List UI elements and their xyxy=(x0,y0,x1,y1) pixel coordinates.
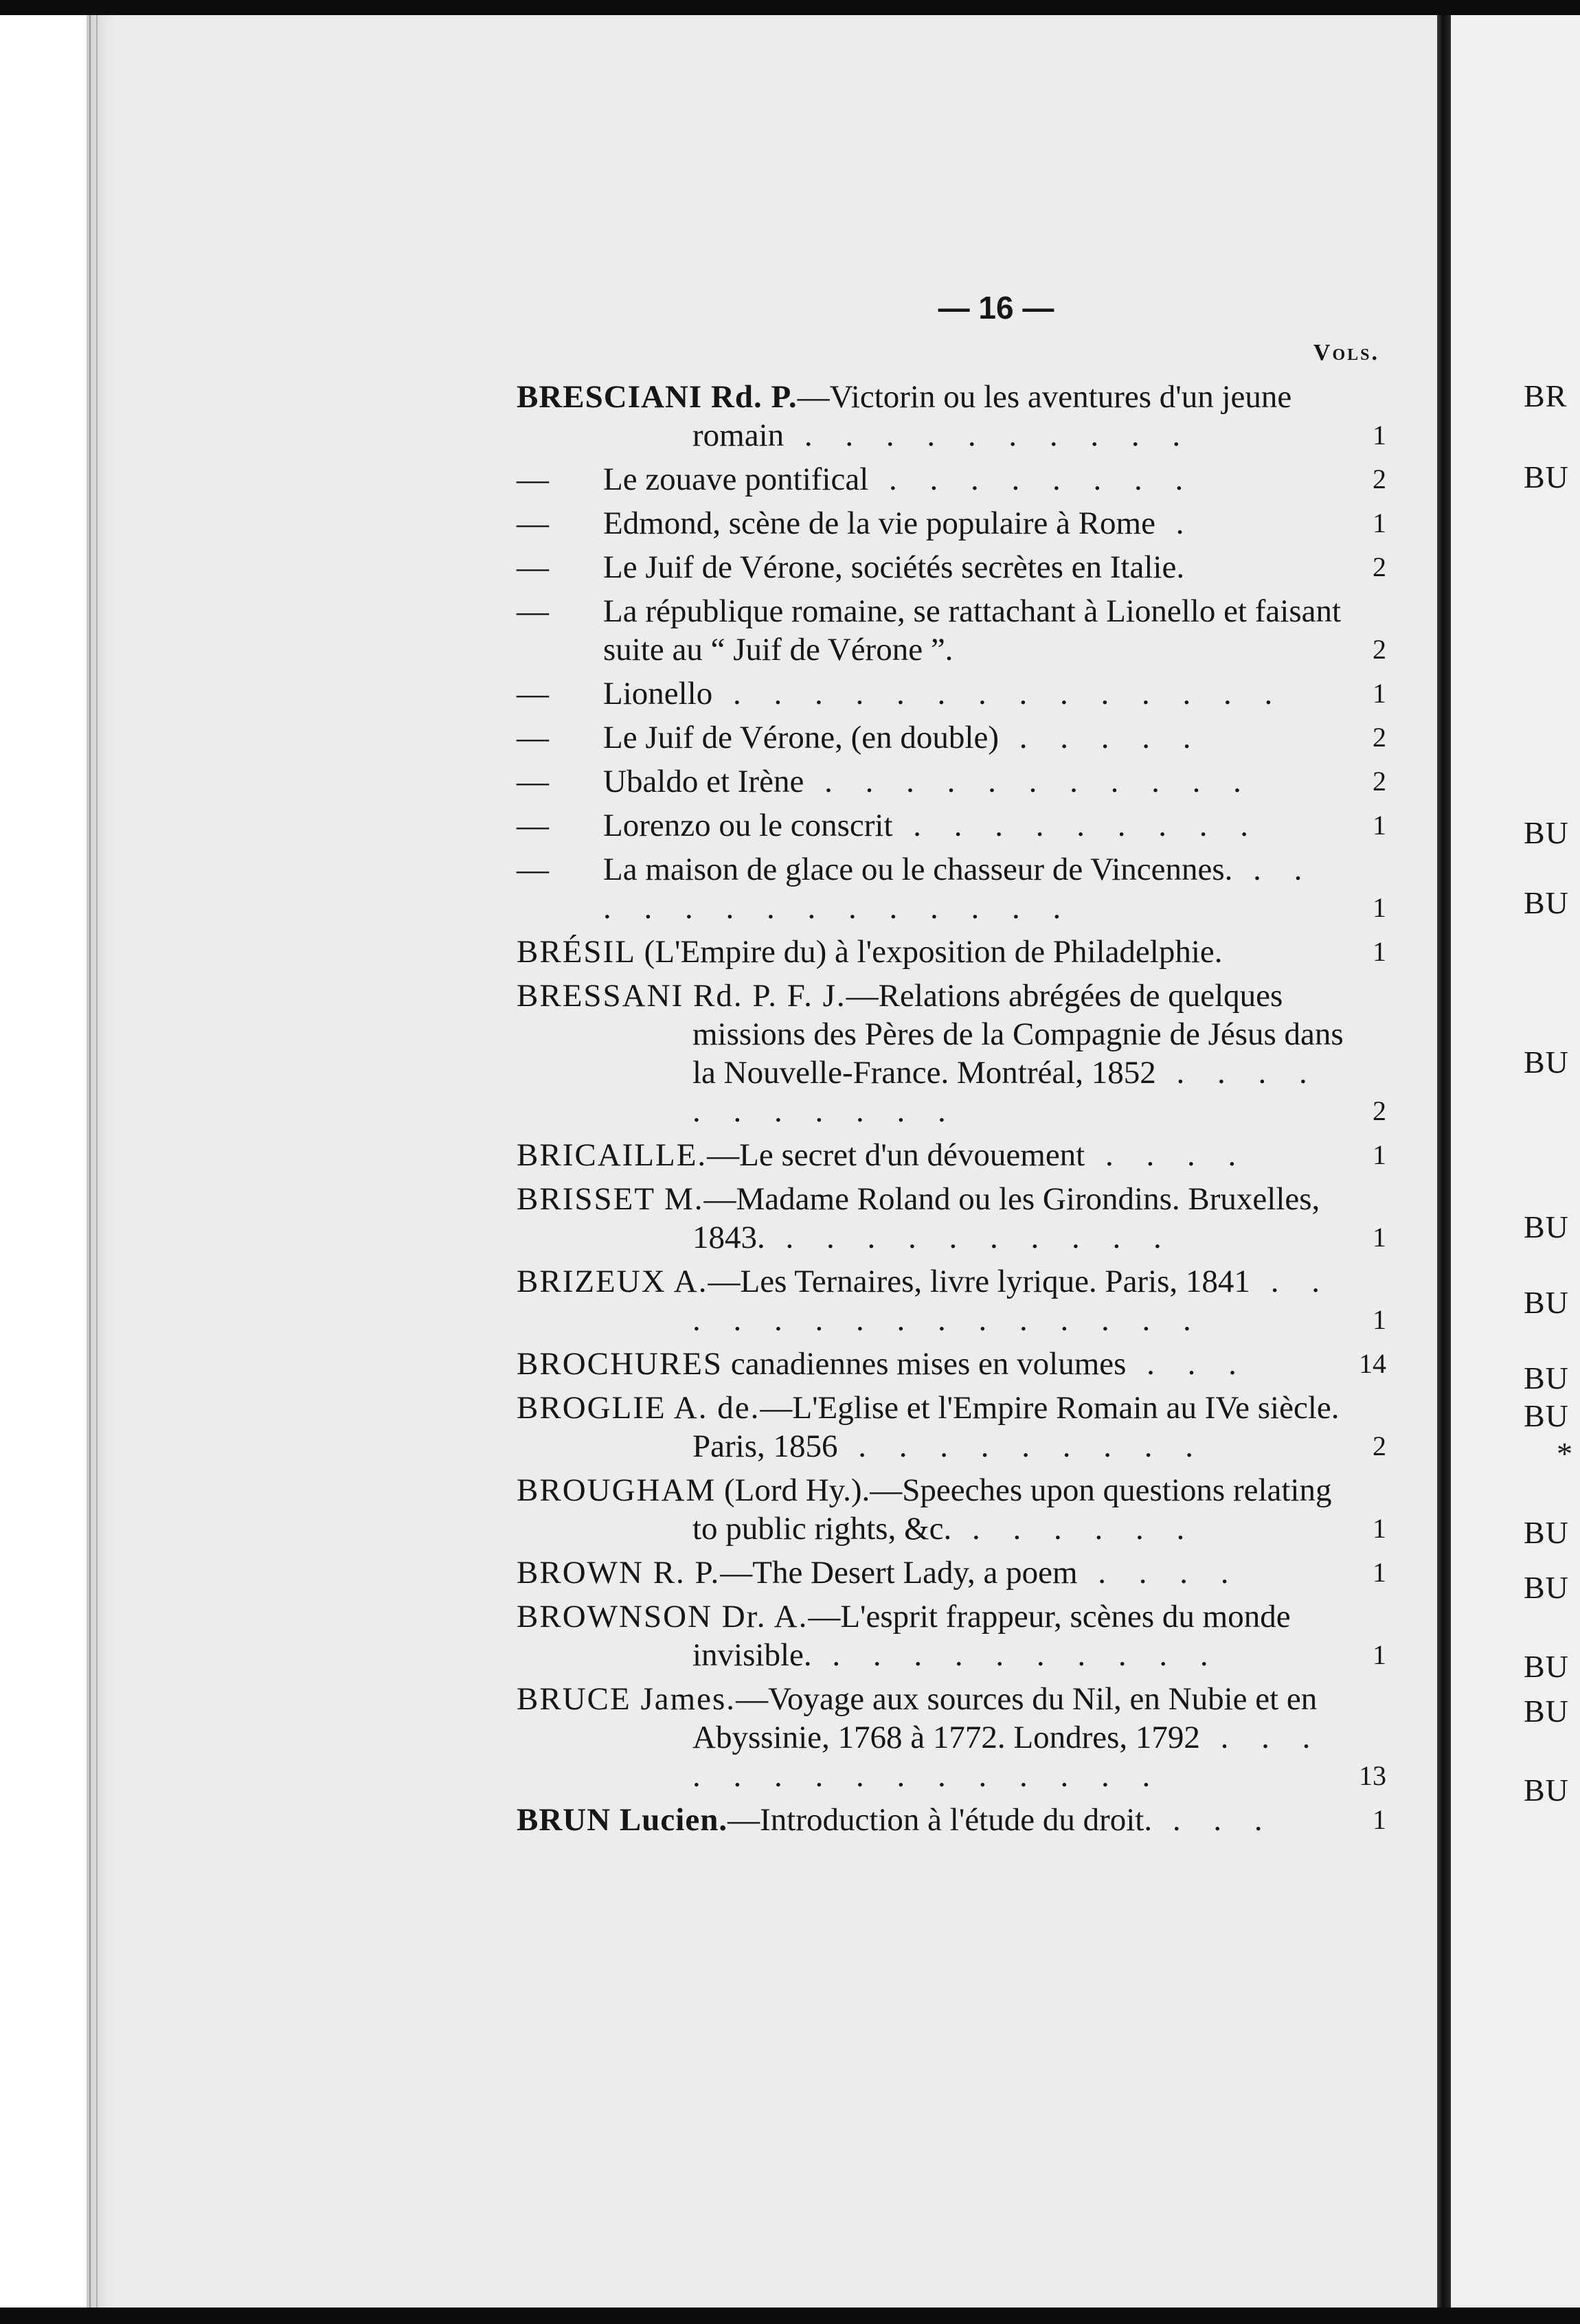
entry-body xyxy=(517,806,1359,845)
leader-dots: . . . . . . . . . . . xyxy=(692,1055,1320,1129)
entry-author: BRUCE James. xyxy=(517,1681,736,1717)
entry-text xyxy=(517,1553,1344,1592)
volume-count: 1 xyxy=(1373,1513,1386,1544)
catalog-page xyxy=(517,288,1386,1845)
entry-body xyxy=(517,1389,1359,1466)
entry-body xyxy=(517,1801,1359,1839)
catalog-subentry xyxy=(517,718,1386,757)
page-binding-edge xyxy=(87,15,117,2308)
entry-title: Edmond, scène de la vie populaire à Rome . xyxy=(603,505,1197,541)
catalog-entry xyxy=(517,378,1386,455)
leader-dots: . . . . . . . . . . . . . . . xyxy=(692,1264,1332,1338)
entry-author: BRESSANI Rd. P. F. J. xyxy=(517,978,846,1014)
leader-dots: . . . . . xyxy=(998,720,1204,755)
entry-title: Le Juif de Vérone, (en double) . . . . . xyxy=(603,720,1204,755)
catalog-entry xyxy=(517,977,1386,1130)
entry-title: La maison de glace ou le chasseur de Vincennes. . . . . . . . . . . . . . . xyxy=(603,852,1315,926)
entry-body xyxy=(517,718,1359,757)
entry-body xyxy=(517,850,1359,927)
catalog-entry xyxy=(517,1345,1386,1383)
leader-dots: . . . . . . . . . . . . . . . xyxy=(692,1720,1323,1794)
volume-count: 2 xyxy=(1373,464,1386,494)
volume-count: 1 xyxy=(1373,1557,1386,1588)
leader-dots: . . . . . . xyxy=(951,1511,1197,1547)
entry-author: BRESCIANI Rd. P. xyxy=(517,379,798,415)
catalog-entry xyxy=(517,1136,1386,1174)
volume-count: 2 xyxy=(1373,634,1386,665)
volume-count: 2 xyxy=(1373,722,1386,753)
entry-text xyxy=(517,1597,1344,1674)
entry-title: —L'Eglise et l'Empire Romain au IVe siècle. Paris, 1856 xyxy=(692,1390,1340,1464)
volume-count: 1 xyxy=(1373,1639,1386,1670)
entry-author: BRISSET M. xyxy=(517,1181,704,1217)
entry-body xyxy=(517,1345,1359,1383)
ditto-dash: — xyxy=(517,852,549,887)
catalog-subentry xyxy=(517,460,1386,499)
catalog-entry xyxy=(517,1262,1386,1339)
ditto-dash: — xyxy=(517,593,549,629)
facing-page-headword: BR xyxy=(1524,378,1568,413)
entry-author: BROCHURES xyxy=(517,1346,723,1382)
leader-dots: . . . xyxy=(1126,1346,1249,1382)
volume-count: 13 xyxy=(1359,1760,1386,1791)
entry-body xyxy=(517,1471,1359,1548)
catalog-entry xyxy=(517,1471,1386,1548)
ditto-dash: — xyxy=(517,808,549,843)
catalog-entry xyxy=(517,1180,1386,1257)
leader-dots: . . . . . . . . . . xyxy=(784,418,1193,453)
entry-title: Ubaldo et Irène . . . . . . . . . . . xyxy=(603,764,1254,799)
catalog-entry xyxy=(517,1553,1386,1592)
entry-author: BROWNSON Dr. A. xyxy=(517,1599,809,1634)
entry-author: BRÉSIL xyxy=(517,934,636,970)
entry-title: Le Juif de Vérone, sociétés secrètes en Italie. xyxy=(603,549,1185,585)
entry-list xyxy=(517,378,1386,1839)
entry-title: Lorenzo ou le conscrit . . . . . . . . . xyxy=(603,808,1261,843)
vols-column-header: Vols. xyxy=(1313,340,1379,365)
volume-count: 14 xyxy=(1359,1348,1386,1379)
page-number: — 16 — xyxy=(938,290,1054,326)
facing-page-headword: BU xyxy=(1524,1515,1569,1550)
leader-dots: . . . . . . . . xyxy=(868,462,1196,497)
entry-text xyxy=(517,1389,1344,1466)
entry-title: —Relations abrégées de quelques missions des Pères de la Compagnie de Jésus dans la Nouvelle-France. Montréal, 1852 xyxy=(692,978,1344,1091)
volume-count: 1 xyxy=(1373,1222,1386,1253)
facing-page-headword: BU xyxy=(1524,1209,1569,1244)
catalog-entry xyxy=(517,1801,1386,1839)
ditto-dash: — xyxy=(517,462,549,497)
volume-count: 1 xyxy=(1373,810,1386,841)
catalog-subentry xyxy=(517,806,1386,845)
entry-title: Le zouave pontifical . . . . . . . . xyxy=(603,462,1196,497)
facing-page-headword: BU xyxy=(1524,1773,1569,1808)
volume-count: 1 xyxy=(1373,678,1386,709)
volume-count: 2 xyxy=(1373,766,1386,797)
entry-title: —L'esprit frappeur, scènes du monde invisible. xyxy=(692,1599,1291,1673)
facing-page-headword: BU xyxy=(1524,1649,1569,1684)
facing-page-headword: BU xyxy=(1524,815,1569,850)
entry-author: BROGLIE A. de. xyxy=(517,1390,760,1426)
leader-dots: . . . xyxy=(1152,1802,1275,1838)
catalog-entry xyxy=(517,1597,1386,1674)
entry-author: BRICAILLE. xyxy=(517,1137,708,1173)
volume-count: 2 xyxy=(1373,1431,1386,1461)
facing-page-headword: BU xyxy=(1524,1694,1569,1729)
entry-title: Lionello . . . . . . . . . . . . . . xyxy=(603,676,1285,711)
ditto-dash: — xyxy=(517,764,549,799)
ditto-dash: — xyxy=(517,505,549,541)
entry-text xyxy=(517,1262,1344,1339)
entry-title: (L'Empire du) à l'exposition de Philadelphie. xyxy=(635,934,1223,970)
page-gutter xyxy=(1437,15,1451,2308)
entry-author: BRUN Lucien. xyxy=(517,1802,728,1838)
entry-text xyxy=(517,1180,1344,1257)
volume-count: 1 xyxy=(1373,1139,1386,1170)
leader-dots: . . . . . . . . . . . . . . xyxy=(712,676,1285,711)
entry-text xyxy=(517,1345,1344,1383)
entry-body xyxy=(517,504,1359,543)
entry-title: —The Desert Lady, a poem xyxy=(720,1555,1078,1591)
facing-page-headword: * xyxy=(1557,1436,1573,1471)
leader-dots: . . . . . . . . . xyxy=(892,808,1261,843)
leader-dots: . . . . xyxy=(1077,1555,1241,1591)
entry-body xyxy=(517,977,1359,1130)
volume-count: 1 xyxy=(1373,936,1386,967)
facing-page-headword: BU xyxy=(1524,1398,1569,1433)
facing-page-headword: BU xyxy=(1524,1360,1569,1395)
entry-author: BRIZEUX A. xyxy=(517,1264,708,1299)
leader-dots: . xyxy=(1155,505,1197,541)
entry-title: —Introduction à l'étude du droit. xyxy=(727,1802,1153,1838)
facing-page-headword: BU xyxy=(1524,1285,1569,1320)
entry-body xyxy=(517,548,1359,586)
leader-dots: . . . . xyxy=(1085,1137,1249,1173)
catalog-entry xyxy=(517,933,1386,971)
leader-dots: . . . . . . . . . . . . . . xyxy=(603,852,1315,926)
facing-page-headword: BU xyxy=(1524,459,1569,494)
scan-border-top xyxy=(0,0,1580,15)
volume-count: 1 xyxy=(1373,892,1386,923)
entry-title: —Le secret d'un dévouement xyxy=(707,1137,1085,1173)
entry-title: canadiennes mises en volumes xyxy=(723,1346,1127,1382)
entry-title: La république romaine, se rattachant à Lionello et faisant suite au “ Juif de Vérone ”. xyxy=(603,593,1342,668)
entry-title: (Lord Hy.).—Speeches upon questions relating to public rights, &c. xyxy=(692,1472,1332,1547)
catalog-entry xyxy=(517,1680,1386,1795)
entry-text xyxy=(517,1680,1344,1795)
catalog-entry xyxy=(517,1389,1386,1466)
entry-body xyxy=(517,1553,1359,1592)
volume-count: 1 xyxy=(1373,1804,1386,1835)
entry-title: —Victorin ou les aventures d'un jeune romain xyxy=(692,379,1292,453)
leader-dots: . . . . . . . . . . . xyxy=(804,764,1254,799)
entry-title: —Les Ternaires, livre lyrique. Paris, 1841 xyxy=(708,1264,1250,1299)
entry-text xyxy=(517,977,1344,1130)
facing-page-headword: BU xyxy=(1524,1045,1569,1080)
catalog-subentry xyxy=(517,674,1386,713)
entry-title: —Madame Roland ou les Girondins. Bruxelles, 1843. xyxy=(692,1181,1320,1255)
entry-body xyxy=(517,933,1359,971)
ditto-dash: — xyxy=(517,676,549,711)
entry-body xyxy=(517,674,1359,713)
entry-text xyxy=(517,1801,1344,1839)
volume-count: 1 xyxy=(1373,1304,1386,1335)
entry-body xyxy=(517,1262,1359,1339)
entry-title: —Voyage aux sources du Nil, en Nubie et en Abyssinie, 1768 à 1772. Londres, 1792 xyxy=(692,1681,1318,1755)
entry-body xyxy=(517,762,1359,801)
entry-body xyxy=(517,1136,1359,1174)
facing-page-headword: BU xyxy=(1524,1570,1569,1605)
facing-page-headword: BU xyxy=(1524,885,1569,920)
leader-dots: . . . . . . . . . . xyxy=(765,1220,1174,1255)
entry-author: BROWN R. P. xyxy=(517,1555,721,1591)
catalog-subentry xyxy=(517,504,1386,543)
entry-text xyxy=(517,933,1344,971)
catalog-subentry xyxy=(517,762,1386,801)
catalog-subentry xyxy=(517,850,1386,927)
facing-page xyxy=(1451,15,1580,2308)
entry-body xyxy=(517,1597,1359,1674)
entry-text xyxy=(517,378,1344,455)
leader-dots: . . . . . . . . . . xyxy=(811,1637,1221,1673)
catalog-subentry xyxy=(517,548,1386,586)
entry-author: BROUGHAM xyxy=(517,1472,716,1508)
entry-text xyxy=(517,1136,1344,1174)
entry-body xyxy=(517,1180,1359,1257)
volume-count: 2 xyxy=(1373,1095,1386,1126)
catalog-subentry xyxy=(517,592,1386,669)
leader-dots: . . . . . . . . . xyxy=(837,1428,1206,1464)
entry-body xyxy=(517,378,1359,455)
volume-count: 2 xyxy=(1373,551,1386,582)
ditto-dash: — xyxy=(517,720,549,755)
scan-border-bottom xyxy=(0,2308,1580,2324)
entry-body xyxy=(517,592,1359,669)
ditto-dash: — xyxy=(517,549,549,585)
volume-count: 1 xyxy=(1373,508,1386,538)
entry-text xyxy=(517,1471,1344,1548)
volume-count: 1 xyxy=(1373,420,1386,451)
entry-body xyxy=(517,1680,1359,1795)
entry-body xyxy=(517,460,1359,499)
